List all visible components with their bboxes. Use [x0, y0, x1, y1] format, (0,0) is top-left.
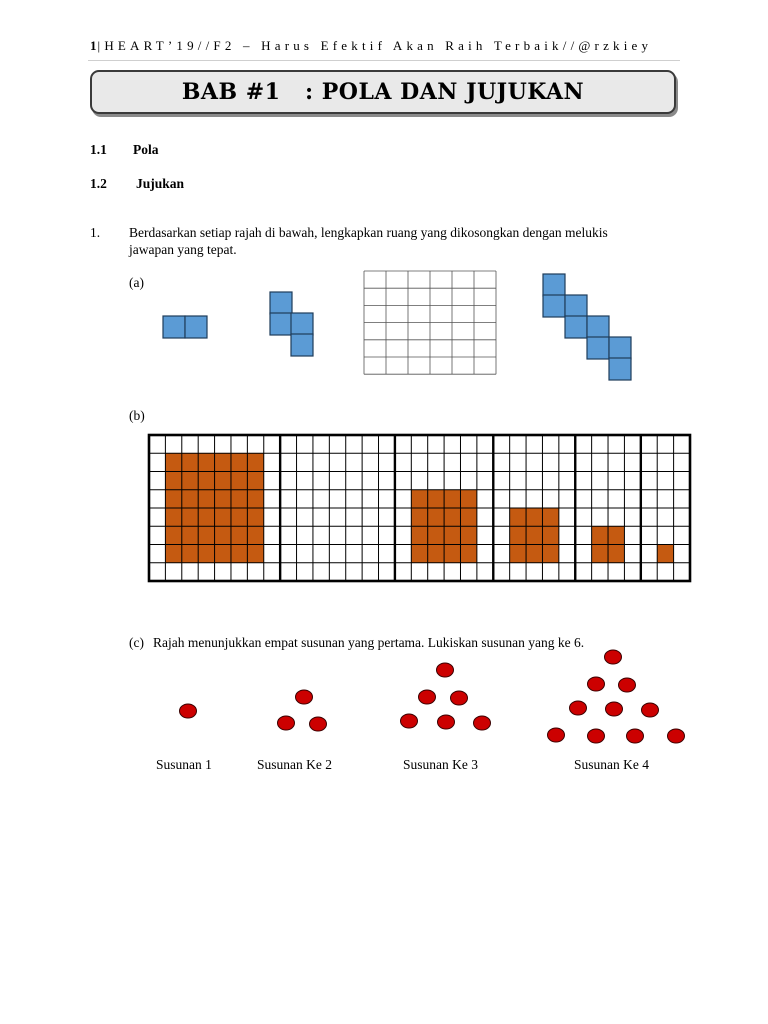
s3-dot [474, 716, 491, 730]
s3-dot [451, 691, 468, 705]
s3-dot [438, 715, 455, 729]
s3-dot [437, 663, 454, 677]
s3-dot [401, 714, 418, 728]
s3-dot [419, 690, 436, 704]
s1-dot [180, 704, 197, 718]
question-number: 1. [90, 225, 101, 240]
s2-dot [296, 690, 313, 704]
s2-dot [278, 716, 295, 730]
s4-dot [619, 678, 636, 692]
caption-susunan-1: Susunan 1 [156, 757, 212, 772]
s4-dot [548, 728, 565, 742]
s4-dot [606, 702, 623, 716]
part-c-text: Rajah menunjukkan empat susunan yang pertama. Lukiskan susunan yang ke 6. [153, 635, 585, 650]
part-b-label: (b) [129, 408, 145, 423]
part-a-label: (a) [129, 275, 144, 290]
s4-dot [588, 729, 605, 743]
s4-dot [570, 701, 587, 715]
s4-dot [627, 729, 644, 743]
caption-susunan-2: Susunan Ke 2 [257, 757, 332, 772]
page-number: 1 [90, 38, 98, 53]
s2-dot [310, 717, 327, 731]
caption-susunan-3: Susunan Ke 3 [403, 757, 478, 772]
question-text-line1: Berdasarkan setiap rajah di bawah, lengkapkan ruang yang dikosongkan dengan melukis [129, 225, 608, 240]
section-number-2: 1.2 [90, 176, 107, 191]
header-separator: | [97, 38, 105, 53]
question-text-line2: jawapan yang tepat. [129, 242, 237, 257]
s4-dot [642, 703, 659, 717]
section-label-jujukan: Jujukan [136, 176, 185, 191]
caption-susunan-4: Susunan Ke 4 [574, 757, 649, 772]
chapter-title: BAB #1 : POLA DAN JUJUKAN [181, 79, 585, 105]
section-number-1: 1.1 [90, 142, 107, 157]
s4-dot [588, 677, 605, 691]
s4-dot [668, 729, 685, 743]
section-label-pola: Pola [133, 142, 159, 157]
part-c-label: (c) [129, 635, 144, 650]
header-text: HEART’19//F2 – Harus Efektif Akan Raih Terbaik//@rzkiey [104, 38, 653, 53]
s4-dot [605, 650, 622, 664]
